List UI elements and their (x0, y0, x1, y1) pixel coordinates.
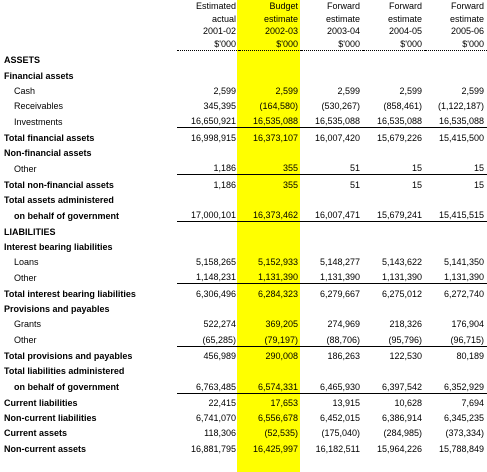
col-header-line1: Budget (269, 1, 298, 12)
cell-value: 80,189 (456, 350, 484, 361)
cell-value (177, 238, 239, 253)
cell-value: 51 (349, 179, 360, 190)
row-label: Provisions and payables (4, 304, 110, 315)
cell-value: 15 (473, 179, 484, 190)
cell-value (239, 66, 301, 81)
cell-value: 16,881,795 (190, 443, 236, 454)
row-label: on behalf of government (14, 382, 120, 393)
cell-value (363, 191, 425, 206)
cell-value: 176,904 (451, 319, 484, 330)
cell-value: 17,000,101 (177, 206, 239, 222)
cell-value (425, 362, 487, 377)
cell-value (177, 66, 239, 81)
table-row (0, 51, 487, 67)
cell-value (301, 222, 363, 238)
col-header-line1: Estimated (195, 1, 236, 12)
cell-value: 2,599 (461, 85, 484, 96)
col-header-line2: estimate (263, 13, 298, 24)
cell-value: 16,535,088 (363, 112, 425, 128)
cell-value: 16,650,921 (177, 112, 239, 128)
col-header-line2: estimate (387, 13, 422, 24)
cell-value: 17,653 (270, 397, 298, 408)
row-label: Cash (14, 85, 36, 96)
table-row (0, 439, 487, 454)
col-header-line2: actual (211, 13, 236, 24)
cell-value: 6,465,930 (301, 377, 363, 393)
cell-value (301, 238, 363, 253)
cell-value (425, 191, 487, 206)
col-header-year: 2001-02 (202, 26, 236, 37)
table-row (0, 377, 487, 393)
cell-value: (175,040) (321, 428, 360, 439)
row-label: LIABILITIES (4, 226, 56, 237)
cell-value: (1,122,187) (437, 101, 484, 112)
table-row (0, 424, 487, 439)
col-header-unit: $'000 (239, 38, 301, 51)
cell-value: (52,535) (264, 428, 298, 439)
row-label: Investments (14, 116, 63, 127)
table-row (0, 330, 487, 346)
cell-value: 345,395 (203, 101, 236, 112)
cell-value: 1,186 (177, 159, 239, 175)
cell-value: (373,334) (445, 428, 484, 439)
cell-value: 15,679,226 (376, 132, 422, 143)
table-row (0, 253, 487, 268)
row-label: Non-current assets (4, 443, 87, 454)
table-row (0, 268, 487, 284)
cell-value: 6,275,012 (381, 288, 422, 299)
cell-value (239, 362, 301, 377)
table-row (0, 222, 487, 238)
cell-value (239, 222, 301, 238)
cell-value (363, 362, 425, 377)
header-row-3 (0, 25, 487, 38)
table-row (0, 97, 487, 112)
row-label: Other (14, 272, 37, 283)
cell-value: 6,452,015 (319, 413, 360, 424)
table-row (0, 112, 487, 128)
cell-value (425, 300, 487, 315)
cell-value: 15,788,849 (438, 443, 484, 454)
cell-value (239, 144, 301, 159)
table-row (0, 144, 487, 159)
row-label: Receivables (14, 101, 64, 112)
table-row (0, 409, 487, 424)
table-row (0, 128, 487, 144)
cell-value: 15,964,226 (376, 443, 422, 454)
cell-value: 16,998,915 (190, 132, 236, 143)
row-label: Total provisions and payables (4, 350, 133, 361)
cell-value (301, 362, 363, 377)
cell-value: 6,272,740 (443, 288, 484, 299)
row-label: Total financial assets (4, 132, 95, 143)
cell-value (239, 191, 301, 206)
table-row (0, 82, 487, 97)
cell-value (177, 222, 239, 238)
cell-value: 186,263 (327, 350, 360, 361)
cell-value: 6,345,235 (443, 413, 484, 424)
cell-value: 290,008 (265, 350, 298, 361)
cell-value (425, 144, 487, 159)
cell-value: 6,741,070 (195, 413, 236, 424)
row-label: Total non-financial assets (4, 179, 114, 190)
cell-value: 5,158,265 (195, 257, 236, 268)
cell-value: 6,306,496 (195, 288, 236, 299)
header-blank (0, 0, 177, 13)
col-header-unit: $'000 (425, 38, 487, 51)
cell-value: 22,415 (208, 397, 236, 408)
table-row (0, 206, 487, 222)
header-blank (0, 25, 177, 38)
cell-value: 6,574,331 (239, 377, 301, 393)
cell-value: (164,580) (259, 101, 298, 112)
row-label: Interest bearing liabilities (4, 241, 113, 252)
row-label: Total interest bearing liabilities (4, 288, 136, 299)
cell-value (301, 144, 363, 159)
cell-value: 13,915 (332, 397, 360, 408)
cell-value: 16,373,462 (239, 206, 301, 222)
cell-value (177, 144, 239, 159)
col-header-unit: $'000 (363, 38, 425, 51)
cell-value (177, 51, 239, 67)
cell-value: 16,535,088 (239, 112, 301, 128)
cell-value: 6,352,929 (425, 377, 487, 393)
cell-value (239, 51, 301, 67)
cell-value: 16,373,107 (252, 132, 298, 143)
cell-value: (284,985) (383, 428, 422, 439)
table-row (0, 346, 487, 362)
header-row-2 (0, 13, 487, 26)
cell-value: 1,148,231 (177, 268, 239, 284)
cell-value: 16,007,471 (301, 206, 363, 222)
cell-value: 6,397,542 (363, 377, 425, 393)
cell-value: 369,205 (265, 319, 298, 330)
table-row (0, 393, 487, 409)
cell-value: 5,152,933 (257, 257, 298, 268)
cell-value (425, 222, 487, 238)
table-row (0, 284, 487, 300)
cell-value (301, 66, 363, 81)
cell-value: 6,763,485 (177, 377, 239, 393)
row-label: Total assets administered (4, 194, 114, 205)
col-header-line1: Forward (326, 1, 360, 12)
row-label: Current liabilities (4, 397, 78, 408)
cell-value: 355 (282, 179, 298, 190)
table-row (0, 191, 487, 206)
col-header-unit: $'000 (301, 38, 363, 51)
cell-value: 456,989 (203, 350, 236, 361)
row-label: Non-current liabilities (4, 413, 97, 424)
row-label: Grants (14, 319, 42, 330)
cell-value: 218,326 (389, 319, 422, 330)
cell-value (363, 66, 425, 81)
cell-value (363, 144, 425, 159)
cell-value: (96,715) (425, 330, 487, 346)
cell-value: 2,599 (213, 85, 236, 96)
cell-value: 1,131,390 (363, 268, 425, 284)
cell-value (239, 238, 301, 253)
cell-value: 16,007,420 (314, 132, 360, 143)
cell-value: 6,386,914 (381, 413, 422, 424)
header-row-1 (0, 0, 487, 13)
cell-value: 15,415,500 (438, 132, 484, 143)
cell-value (425, 51, 487, 67)
row-label: Total liabilities administered (4, 366, 125, 377)
cell-value: 274,969 (327, 319, 360, 330)
col-header-year: 2003-04 (326, 26, 360, 37)
cell-value: 15 (425, 159, 487, 175)
cell-value (177, 191, 239, 206)
cell-value: (95,796) (363, 330, 425, 346)
cell-value: 16,182,511 (315, 443, 360, 454)
cell-value: 118,306 (204, 428, 236, 439)
cell-value (425, 238, 487, 253)
header-blank (0, 38, 177, 51)
cell-value: 15,415,515 (425, 206, 487, 222)
col-header-line1: Forward (450, 1, 484, 12)
cell-value: 2,599 (399, 85, 422, 96)
cell-value (363, 222, 425, 238)
table-row (0, 159, 487, 175)
row-label: Financial assets (4, 70, 74, 81)
cell-value: 10,628 (394, 397, 422, 408)
cell-value (363, 238, 425, 253)
col-header-year: 2005-06 (450, 26, 484, 37)
cell-value: 122,530 (389, 350, 422, 361)
row-label: Other (14, 335, 37, 346)
cell-value: 7,694 (461, 397, 484, 408)
cell-value: 5,148,277 (319, 257, 360, 268)
cell-value: 522,274 (203, 319, 236, 330)
col-header-line1: Forward (388, 1, 422, 12)
cell-value (301, 51, 363, 67)
cell-value (301, 191, 363, 206)
row-label: on behalf of government (14, 210, 120, 221)
cell-value: 6,279,667 (319, 288, 360, 299)
col-header-year: 2004-05 (388, 26, 422, 37)
cell-value: 16,535,088 (301, 112, 363, 128)
col-header-year: 2002-03 (264, 26, 298, 37)
table-row (0, 238, 487, 253)
cell-value: 1,186 (213, 179, 236, 190)
cell-value: 355 (239, 159, 301, 175)
cell-value: 2,599 (275, 85, 298, 96)
cell-value: 15 (363, 159, 425, 175)
cell-value: (530,267) (321, 101, 360, 112)
header-row-4 (0, 38, 487, 51)
table-row (0, 315, 487, 330)
table-row (0, 66, 487, 81)
col-header-line2: estimate (449, 13, 484, 24)
cell-value (177, 362, 239, 377)
table-row (0, 300, 487, 315)
cell-value: 6,556,678 (257, 413, 298, 424)
cell-value (177, 300, 239, 315)
cell-value: (79,197) (239, 330, 301, 346)
cell-value: 16,535,088 (425, 112, 487, 128)
cell-value: 15 (411, 179, 422, 190)
row-label: ASSETS (4, 55, 41, 66)
cell-value: 15,679,241 (363, 206, 425, 222)
row-label: Current assets (4, 428, 68, 439)
cell-value: (88,706) (301, 330, 363, 346)
table-row (0, 362, 487, 377)
col-header-unit: $'000 (177, 38, 239, 51)
table-row (0, 175, 487, 191)
cell-value (239, 300, 301, 315)
cell-value: 6,284,323 (257, 288, 298, 299)
row-label: Other (14, 163, 37, 174)
cell-value: 51 (301, 159, 363, 175)
cell-value (301, 300, 363, 315)
row-label: Loans (14, 257, 39, 268)
cell-value: 2,599 (337, 85, 360, 96)
row-label: Non-financial assets (4, 148, 92, 159)
header-blank (0, 13, 177, 26)
cell-value: 1,131,390 (301, 268, 363, 284)
cell-value: 1,131,390 (239, 268, 301, 284)
cell-value (425, 66, 487, 81)
cell-value (363, 51, 425, 67)
cell-value: 1,131,390 (425, 268, 487, 284)
cell-value: 5,143,622 (381, 257, 422, 268)
col-header-line2: estimate (325, 13, 360, 24)
cell-value: 16,425,997 (252, 443, 298, 454)
cell-value (363, 300, 425, 315)
cell-value: (858,461) (383, 101, 422, 112)
cell-value: 5,141,350 (443, 257, 484, 268)
cell-value: (65,285) (177, 330, 239, 346)
